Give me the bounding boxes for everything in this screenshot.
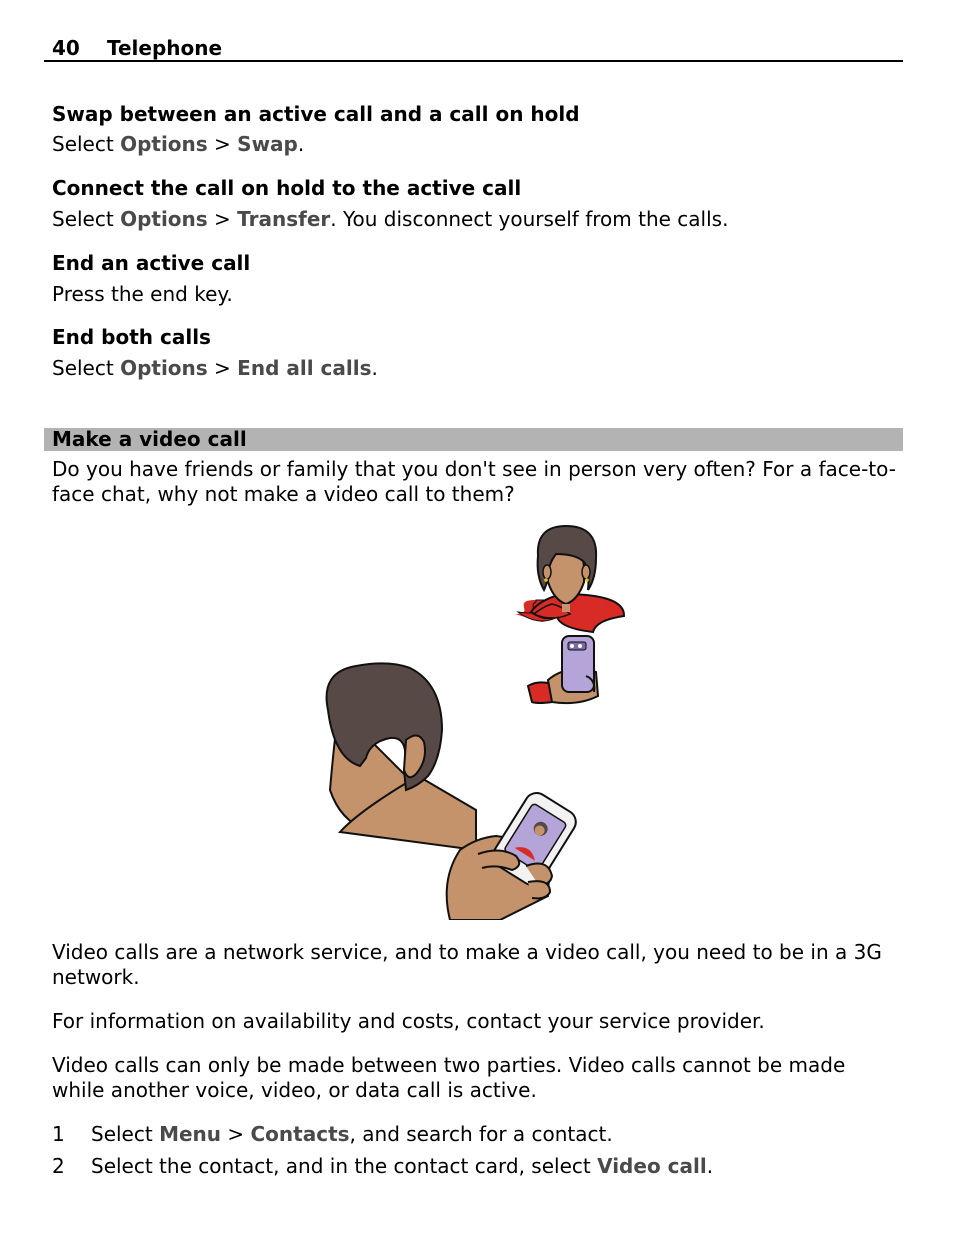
ui-end-all-calls: End all calls xyxy=(237,356,372,380)
ui-video-call: Video call xyxy=(597,1154,707,1178)
ui-options: Options xyxy=(120,132,208,156)
section-heading: Make a video call xyxy=(44,428,903,451)
topic-heading: End both calls xyxy=(52,325,211,349)
ui-swap: Swap xyxy=(237,132,298,156)
topic-instruction: Select Options > Swap. xyxy=(52,132,305,156)
topic-transfer xyxy=(52,175,902,232)
topic-swap xyxy=(52,101,902,157)
topic-instruction: Select Options > End all calls. xyxy=(52,356,378,380)
topic-heading: Connect the call on hold to the active call xyxy=(52,176,522,200)
ui-contacts: Contacts xyxy=(250,1122,350,1146)
chapter-title: Telephone xyxy=(107,36,223,60)
topic-heading: Swap between an active call and a call on hold xyxy=(52,102,580,126)
step-number: 1 xyxy=(52,1122,65,1146)
topic-end-both xyxy=(52,324,902,381)
step-text: Select Menu > Contacts, and search for a contact. xyxy=(91,1122,613,1146)
ui-options: Options xyxy=(120,207,208,231)
man-figure xyxy=(327,663,476,850)
paragraph-restrictions: Video calls can only be made between two parties. Video calls cannot be made while another voice, video, or data call is active. xyxy=(52,1053,846,1102)
topic-instruction: Press the end key. xyxy=(52,282,233,306)
video-call-illustration xyxy=(300,520,640,920)
page-number: 40 xyxy=(52,36,80,60)
topic-instruction: Select Options > Transfer. You disconnect yourself from the calls. xyxy=(52,207,729,231)
paragraph-availability: For information on availability and costs, contact your service provider. xyxy=(52,1009,765,1033)
woman-figure xyxy=(515,526,624,632)
woman-hand-phone xyxy=(528,636,598,703)
ui-menu: Menu xyxy=(159,1122,222,1146)
page-header xyxy=(44,36,903,62)
section-intro: Do you have friends or family that you don't see in person very often? For a face-to-face chat, why not make a video call to them? xyxy=(52,457,896,506)
topic-heading: End an active call xyxy=(52,251,251,275)
ui-transfer: Transfer xyxy=(237,207,331,231)
topic-end-active xyxy=(52,250,902,307)
ui-options: Options xyxy=(120,356,208,380)
step-number: 2 xyxy=(52,1154,65,1178)
step-text: Select the contact, and in the contact card, select Video call. xyxy=(91,1154,714,1178)
paragraph-network: Video calls are a network service, and to make a video call, you need to be in a 3G network. xyxy=(52,940,882,989)
